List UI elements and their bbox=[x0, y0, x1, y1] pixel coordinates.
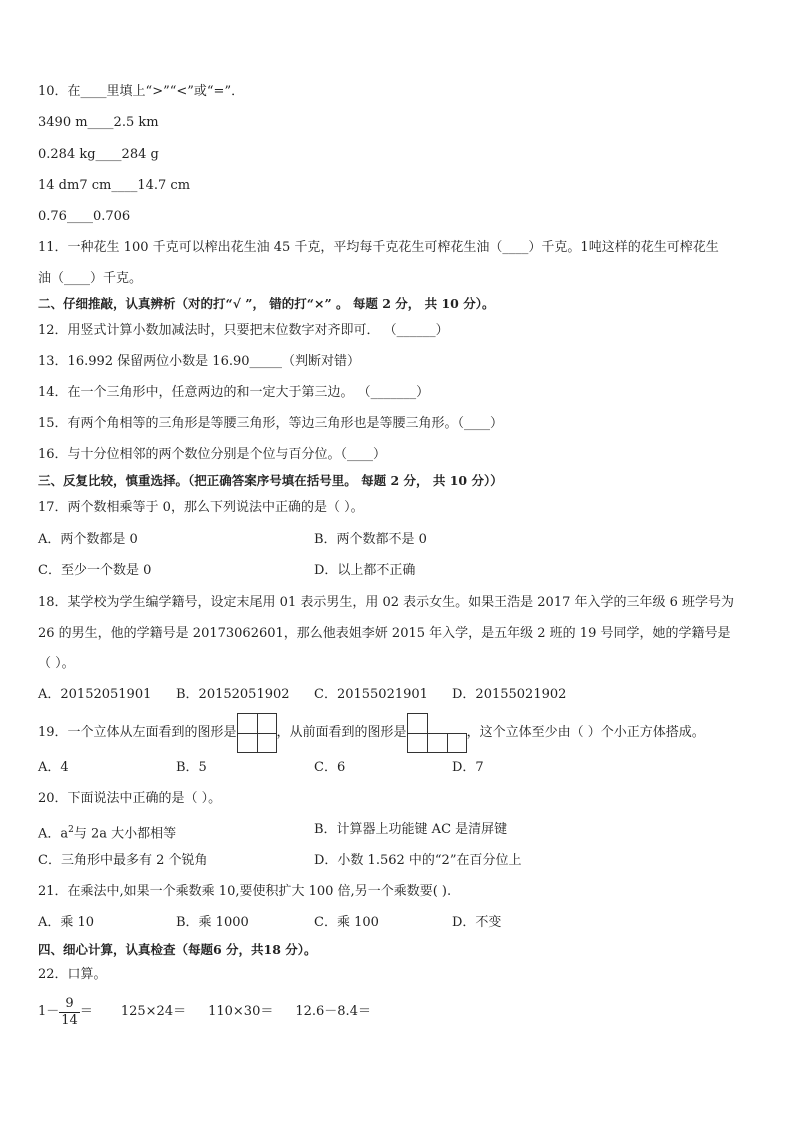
q21-stem: 21．在乘法中,如果一个乘数乘 10,要使积扩大 100 倍,另一个乘数要( ). bbox=[38, 884, 452, 899]
q15: 15．有两个角相等的三角形是等腰三角形，等边三角形也是等腰三角形。（____） bbox=[38, 416, 504, 431]
q19-option-c: C．6 bbox=[314, 760, 346, 775]
q11-line-2: 油（____）千克。 bbox=[38, 271, 143, 286]
q19-option-a: A．4 bbox=[38, 760, 69, 775]
q10-title: 10．在____里填上“>”“<”或“=”． bbox=[38, 84, 245, 99]
section-3-heading: 三、反复比较，慎重选择。（把正确答案序号填在括号里。 每题 2 分， 共 10 分）） bbox=[38, 473, 503, 488]
q18-option-a: A．20152051901 bbox=[38, 687, 152, 702]
front-view-figure bbox=[407, 713, 467, 753]
q20-option-c: C．三角形中最多有 2 个锐角 bbox=[38, 853, 208, 868]
q22-expr-4: 12.6－8.4＝ bbox=[295, 1004, 371, 1019]
q10-item-3: 14 dm7 cm____14.7 cm bbox=[38, 178, 191, 193]
q21-option-d: D．不变 bbox=[452, 915, 502, 930]
section-4-heading: 四、细心计算，认真检查（每题6 分，共18 分）。 bbox=[38, 942, 317, 957]
q19-stem bbox=[38, 713, 705, 753]
q21-option-b: B．乘 1000 bbox=[176, 915, 249, 930]
q20-option-a: A．$a^2$与 2a 大小都相等 bbox=[38, 825, 177, 842]
q16: 16．与十分位相邻的两个数位分别是个位与百分位。（____） bbox=[38, 447, 387, 462]
q20-stem: 20．下面说法中正确的是（ ）。 bbox=[38, 791, 222, 806]
q17-option-a: A．两个数都是 0 bbox=[38, 532, 138, 547]
q22-title: 22．口算。 bbox=[38, 967, 107, 982]
q21-option-c: C．乘 100 bbox=[314, 915, 379, 930]
q18-option-d: D．20155021902 bbox=[452, 687, 567, 702]
q22-expr-2: 125×24＝ bbox=[120, 1004, 187, 1019]
q11-line-1: 11．一种花生 100 千克可以榨出花生油 45 千克，平均每千克花生可榨花生油（____）千克。1吨这样的花生可榨花生 bbox=[38, 240, 719, 255]
q22-expr-3: 110×30＝ bbox=[208, 1004, 274, 1019]
q20-option-b: B．计算器上功能键 AC 是清屏键 bbox=[314, 822, 508, 837]
q17-option-b: B．两个数都不是 0 bbox=[314, 532, 427, 547]
q19-part-1: 19．一个立体从左面看到的图形是 bbox=[38, 725, 237, 740]
fraction: $\frac{9}{14}$ bbox=[61, 995, 78, 1028]
q19-option-d: D．7 bbox=[452, 760, 484, 775]
q19-part-3: ，这个立体至少由（ ）个小正方体搭成。 bbox=[466, 725, 705, 740]
q19-part-2: ，从前面看到的图形是 bbox=[276, 725, 407, 740]
q19-option-b: B．5 bbox=[176, 760, 207, 775]
q12: 12．用竖式计算小数加减法时，只要把末位数字对齐即可． （______） bbox=[38, 323, 449, 338]
left-view-figure bbox=[237, 713, 277, 753]
q10-item-4: 0.76____0.706 bbox=[38, 209, 131, 224]
q18-option-c: C．20155021901 bbox=[314, 687, 428, 702]
q18-line-3: （ ）。 bbox=[38, 656, 75, 671]
q13: 13．16.992 保留两位小数是 16.90_____（判断对错） bbox=[38, 354, 361, 369]
q17-option-c: C．至少一个数是 0 bbox=[38, 563, 152, 578]
q18-option-b: B．20152051902 bbox=[176, 687, 290, 702]
q22-expressions bbox=[38, 994, 371, 1030]
q17-option-d: D．以上都不正确 bbox=[314, 563, 416, 578]
q18-line-2: 26 的男生，他的学籍号是 20173062601，那么他表姐李妍 2015 年入学，是五年级 2 班的 19 号同学，她的学籍号是 bbox=[38, 626, 731, 641]
q18-line-1: 18．某学校为学生编学籍号，设定末尾用 01 表示男生，用 02 表示女生。如果王浩是 2017 年入学的三年级 6 班学号为 bbox=[38, 595, 735, 610]
q10-item-1: 3490 m____2.5 km bbox=[38, 115, 159, 130]
q21-option-a: A．乘 10 bbox=[38, 915, 95, 930]
q17-stem: 17．两个数相乘等于 0，那么下列说法中正确的是（ ）。 bbox=[38, 500, 364, 515]
q14: 14．在一个三角形中，任意两边的和一定大于第三边。 （_______） bbox=[38, 385, 430, 400]
q22-expr-1: 1－ $\frac{9}{14}$ ＝ bbox=[38, 995, 93, 1028]
q20-option-d: D．小数 1.562 中的“2”在百分位上 bbox=[314, 853, 522, 868]
section-2-heading: 二、仔细推敲，认真辨析（对的打“√ ”， 错的打“×” 。 每题 2 分， 共 10 分）。 bbox=[38, 296, 495, 311]
q10-item-2: 0.284 kg____284 g bbox=[38, 147, 159, 162]
